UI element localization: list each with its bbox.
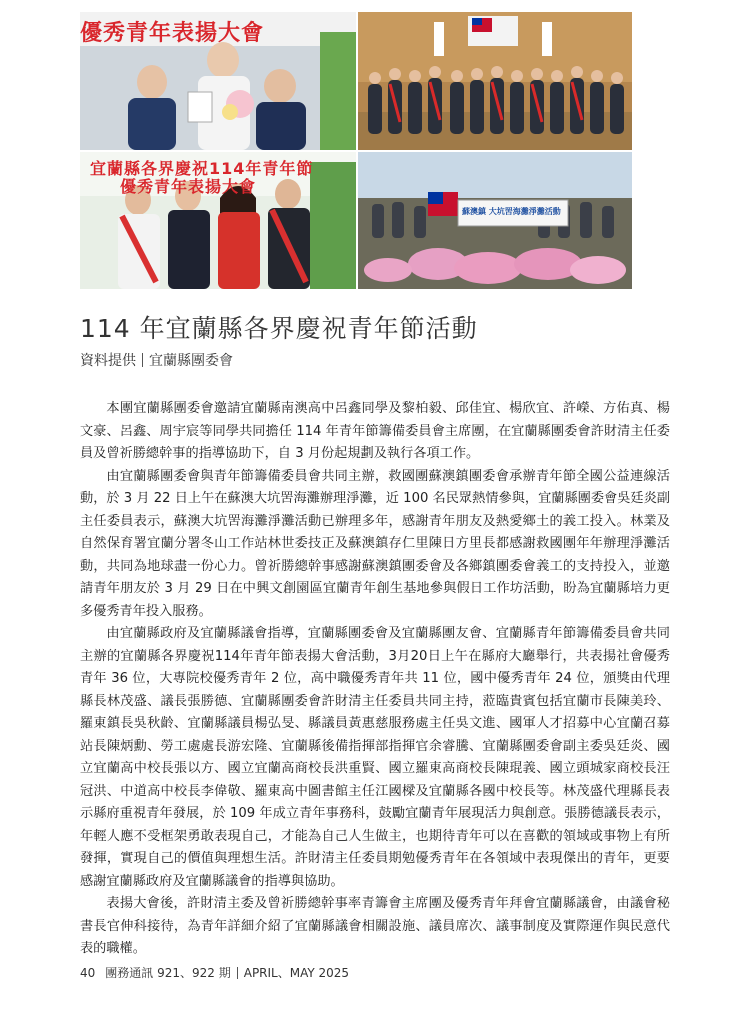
paragraph-1: 本團宜蘭縣團委會邀請宜蘭縣南澳高中呂鑫同學及黎柏毅、邱佳宜、楊欣宜、許嶸、方佑真、楊文豪、呂鑫、周宇宸等同學共同擔任 114 年青年節籌備委員會主席團，在宜蘭縣團委會許財清主任委員及曾祈勝總幹事的指導協助下，自 3 月份起規劃及執行各項工作。 — [80, 401, 670, 461]
article-body — [80, 398, 670, 961]
article-title: 114 年宜蘭縣各界慶祝青年節活動 — [80, 314, 478, 343]
magazine-issue: 團務通訊 921、922 期 — [105, 966, 231, 980]
source-line — [80, 350, 233, 370]
source-divider — [142, 353, 143, 367]
issue-date: APRIL、MAY 2025 — [243, 966, 350, 980]
photo-dignitaries-bottom-left — [80, 152, 356, 289]
photo-beach-cleanup-bottom-right — [358, 152, 632, 289]
banner-text-celebration: 宜蘭縣各界慶祝114年青年節 — [90, 159, 314, 178]
photo-award-ceremony-top-left — [80, 12, 356, 150]
photo-collage — [80, 12, 632, 289]
paragraph-3: 由宜蘭縣政府及宜蘭縣議會指導，宜蘭縣團委會及宜蘭縣團友會、宜蘭縣青年節籌備委員會共同主辦的宜蘭縣各界慶祝114年青年節表揚大會活動，3月20日上午在縣府大廳舉行，共表揚社會優秀青年 36 位，大專院校優秀青年 2 位，高中職優秀青年共 11 位，國中優秀青年 24 位，頒獎由代理縣長林茂盛、議長張勝德、宜蘭縣團委會許財清主任委員共同主持，蒞臨貴賓包括宜蘭市長陳美玲、羅東鎮長吳秋齡、宜蘭縣議員楊弘旻、縣議員黃惠慈服務處主任吳文進、國軍人才招募中心宜蘭召募站長陳炳勳、勞工處處長游宏隆、宜蘭縣後備指揮部指揮官余睿騰、宜蘭縣團委會副主委吳廷炎、國立宜蘭高中校長張以方、國立宜蘭高商校長洪重賢、國立羅東高商校長陳琨義、國立頭城家商校長汪冠洪、中道高中校長李偉敬、羅東高中圖書館主任江國樑及宜蘭縣各國中校長等。林茂盛代理縣長表示縣府重視青年發展，於 109 年成立青年事務科，鼓勵宜蘭青年展現活力與創意。張勝德議長表示，年輕人應不受框架勇敢表現自己，才能為自己人生做主，也期待青年可以在喜歡的領域或事物上有所發揮，實現自己的價值與理想生活。許財清主任委員期勉優秀青年在各領域中表現傑出的青年，更要感謝宜蘭縣政府及宜蘭縣議會的指導與協助。 — [80, 626, 670, 889]
paragraph-4: 表揚大會後，許財清主委及曾祈勝總幹事率青籌會主席團及優秀青年拜會宜蘭縣議會，由議會秘書長官伸科接待，為青年詳細介紹了宜蘭縣議會相關設施、議員席次、議事制度及實際運作與民意代表的職權。 — [80, 896, 670, 956]
cleanup-sign-text: 蘇澳鎮 大坑罟海灘淨灘活動 — [462, 207, 561, 216]
banner-text-award: 優秀青年表揚大會 — [80, 21, 265, 46]
footer-divider — [237, 967, 238, 979]
source-label: 資料提供 — [80, 353, 136, 369]
source-value: 宜蘭縣團委會 — [149, 353, 233, 369]
page-footer — [80, 964, 349, 981]
paragraph-2: 由宜蘭縣團委會與青年節籌備委員會共同主辦，救國團蘇澳鎮團委會承辦青年節全國公益連線活動，於 3 月 22 日上午在蘇澳大坑罟海灘辦理淨灘，近 100 名民眾熱情參與，宜蘭縣團委會吳廷炎副主任委員表示，蘇澳大坑罟海灘淨灘活動已辦理多年，感謝青年朋友及熱愛鄉土的義工投入。林業及自然保育署宜蘭分署冬山工作站林世委技正及蘇澳鎮存仁里陳日方里長都感謝救國團年年辦理淨灘活動，共同為地球盡一份心力。曾祈勝總幹事感謝蘇澳鎮團委會及各鄉鎮團委會義工的支持投入，並邀請青年朋友於 3 月 29 日在中興文創園區宜蘭青年創生基地參與假日工作坊活動，盼為宜蘭縣培力更多優秀青年投入服務。 — [80, 468, 670, 619]
banner-text-award-2: 優秀青年表揚大會 — [120, 177, 257, 196]
page-number: 40 — [80, 966, 96, 980]
photo-council-visit-top-right — [358, 12, 632, 150]
